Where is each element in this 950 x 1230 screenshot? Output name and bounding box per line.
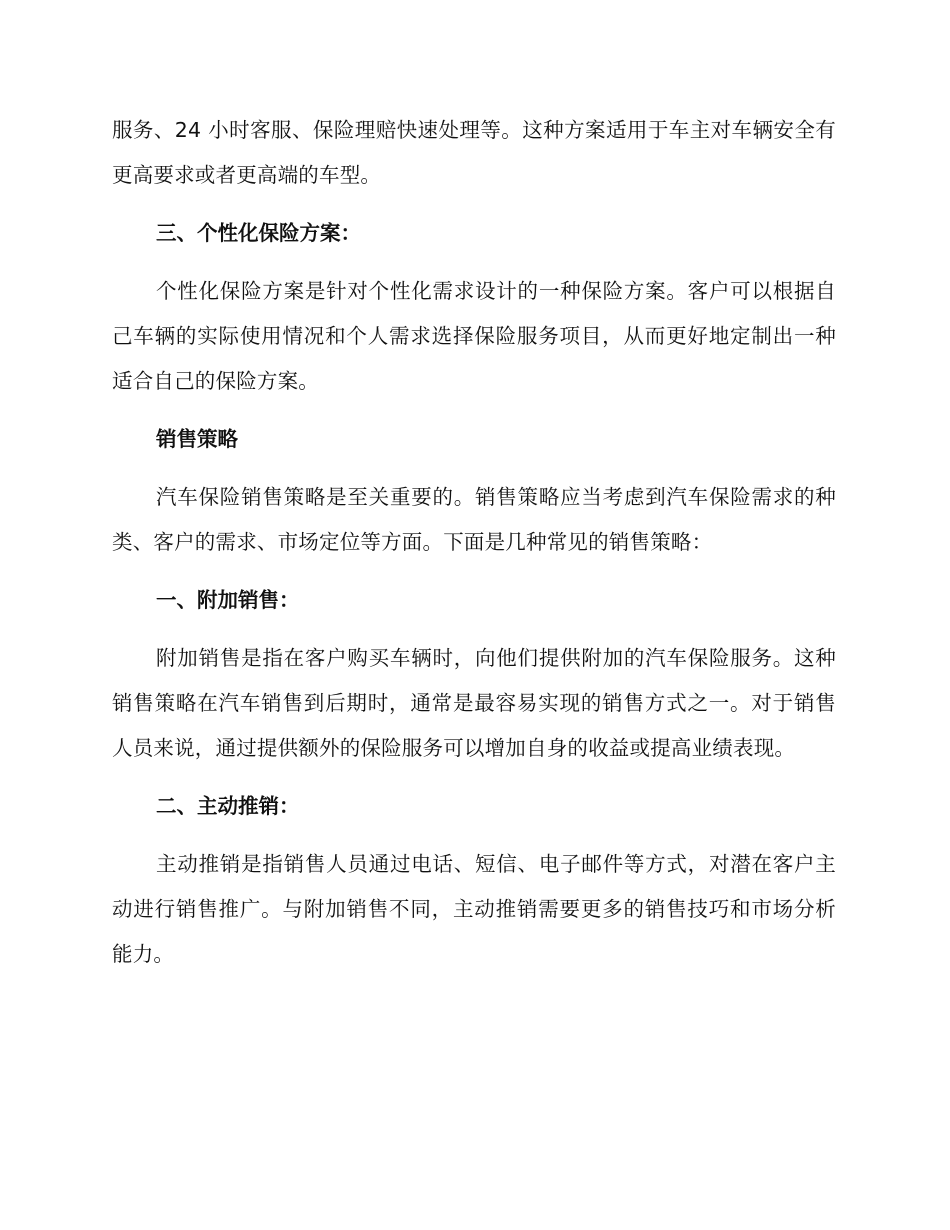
paragraph-service-plan-continued: 服务、24 小时客服、保险理赔快速处理等。这种方案适用于车主对车辆安全有更高要求或者更高端的车型。 (112, 118, 836, 187)
heading-active-selling: 二、主动推销： (156, 794, 300, 818)
heading-sales-strategy: 销售策略 (156, 427, 238, 451)
heading-personalized-plan: 三、个性化保险方案： (156, 221, 361, 245)
heading-add-on-sales: 一、附加销售： (156, 588, 300, 612)
paragraph-sales-strategy: 汽车保险销售策略是至关重要的。销售策略应当考虑到汽车保险需求的种类、客户的需求、市场定位等方面。下面是几种常见的销售策略： (112, 485, 836, 554)
paragraph-personalized-plan: 个性化保险方案是针对个性化需求设计的一种保险方案。客户可以根据自己车辆的实际使用情况和个人需求选择保险服务项目，从而更好地定制出一种适合自己的保险方案。 (112, 279, 836, 393)
paragraph-active-selling: 主动推销是指销售人员通过电话、短信、电子邮件等方式，对潜在客户主动进行销售推广。与附加销售不同，主动推销需要更多的销售技巧和市场分析能力。 (112, 852, 836, 966)
paragraph-add-on-sales: 附加销售是指在客户购买车辆时，向他们提供附加的汽车保险服务。这种销售策略在汽车销售到后期时，通常是最容易实现的销售方式之一。对于销售人员来说，通过提供额外的保险服务可以增加自身的收益或提高业绩表现。 (112, 646, 836, 760)
document-body (112, 108, 836, 977)
